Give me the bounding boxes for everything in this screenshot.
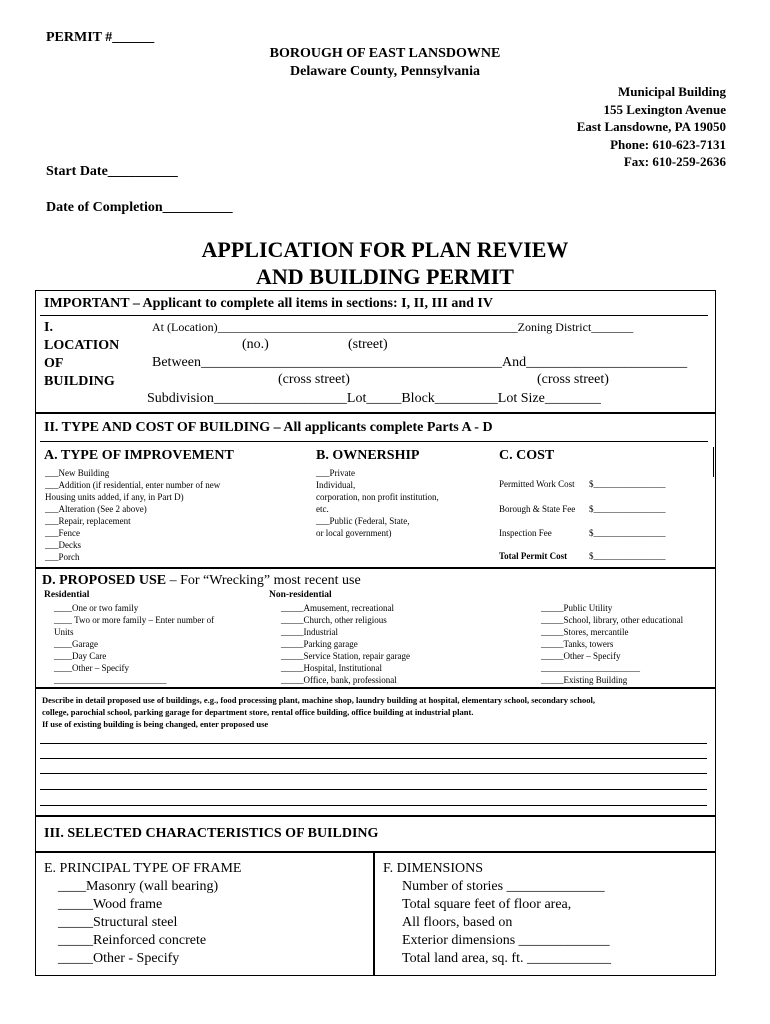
cost-label: Inspection Fee <box>499 528 552 538</box>
list-item[interactable]: _____Service Station, repair garage <box>281 651 410 661</box>
street-caption: (street) <box>348 337 388 352</box>
cost-input[interactable]: $________________ <box>589 504 666 514</box>
list-item[interactable]: ____One or two family <box>54 603 139 613</box>
cross-street-caption: (cross street) <box>537 372 609 387</box>
page-subtitle: AND BUILDING PERMIT <box>256 264 514 289</box>
ownership-list <box>316 467 439 539</box>
list-item[interactable]: _____Stores, mercantile <box>541 627 629 637</box>
start-date-field[interactable]: Start Date__________ <box>46 164 178 179</box>
list-item[interactable]: _____Tanks, towers <box>541 639 614 649</box>
municipal-address <box>500 83 726 171</box>
cost-label: Permitted Work Cost <box>499 479 575 489</box>
list-item[interactable]: ____Garage <box>54 639 98 649</box>
address-line: Municipal Building <box>617 84 726 99</box>
dimensions-list <box>383 860 611 968</box>
answer-line[interactable] <box>40 758 707 759</box>
residential-list <box>54 602 214 686</box>
list-item[interactable]: ___Addition (if residential, enter number of new <box>45 480 221 490</box>
list-item[interactable]: ____Day Care <box>54 651 107 661</box>
list-item: Housing units added, if any, in Part D) <box>45 492 184 502</box>
divider <box>713 447 714 477</box>
subdivision-field[interactable]: Subdivision___________________Lot_____Block_________Lot Size________ <box>147 391 601 406</box>
cross-street-caption: (cross street) <box>278 372 350 387</box>
answer-line[interactable] <box>40 773 707 774</box>
list-item: corporation, non profit institution, <box>316 492 439 502</box>
list-item[interactable]: _________________________ <box>54 675 167 685</box>
address-line: Phone: 610-623-7131 <box>610 136 726 152</box>
divider <box>40 441 708 442</box>
list-item[interactable]: _____Hospital, Institutional <box>281 663 382 673</box>
list-item[interactable]: _____Amusement, recreational <box>281 603 394 613</box>
describe-instructions: Describe in detail proposed use of buildings, e.g., food processing plant, machine shop, laundry building at hospital, elementary school, secondary school, college, parochial school, parking garage for department store, rental office building, office building at industrial plant. If use of existing building is being changed, enter proposed use <box>42 695 595 729</box>
list-item[interactable]: Exterior dimensions _____________ <box>402 933 610 948</box>
important-note: IMPORTANT – Applicant to complete all items in sections: I, II, III and IV <box>44 296 493 311</box>
answer-line[interactable] <box>40 805 707 806</box>
cost-label: Borough & State Fee <box>499 504 576 514</box>
dimensions-heading: F. DIMENSIONS <box>383 861 484 876</box>
borough-name: BOROUGH OF EAST LANSDOWNE <box>269 46 501 61</box>
address-line: East Lansdowne, PA 19050 <box>576 119 726 134</box>
ownership-heading: B. OWNERSHIP <box>316 448 420 463</box>
list-item: Total square feet of floor area, <box>402 897 572 912</box>
between-field[interactable]: Between___________________________________________And_______________________ <box>152 355 688 370</box>
list-item: etc. <box>316 504 329 514</box>
improvement-list <box>45 467 220 563</box>
residential-label: Residential <box>44 590 90 600</box>
list-item[interactable]: ___Fence <box>45 528 80 538</box>
location-field[interactable]: At (Location)__________________________________________________Zoning District_______ <box>152 320 634 334</box>
list-item[interactable]: _____Church, other religious <box>281 615 387 625</box>
answer-line[interactable] <box>40 743 707 744</box>
other-use-list <box>541 602 683 686</box>
list-item[interactable]: _____Structural steel <box>58 915 178 930</box>
frame-type-list <box>44 860 241 968</box>
list-item[interactable]: Total land area, sq. ft. ____________ <box>402 951 611 966</box>
list-item[interactable]: _____Industrial <box>281 627 338 637</box>
list-item[interactable]: _____Other - Specify <box>58 951 180 966</box>
list-item[interactable]: ___Public (Federal, State, <box>316 516 410 526</box>
cost-input[interactable]: $________________ <box>589 479 666 489</box>
list-item[interactable]: Number of stories ______________ <box>402 879 605 894</box>
cost-input[interactable]: $________________ <box>589 551 666 561</box>
list-item[interactable]: ____ Two or more family – Enter number of <box>54 615 215 625</box>
county-name: Delaware County, Pennsylvania <box>290 64 480 79</box>
list-item[interactable]: ____Other – Specify <box>54 663 129 673</box>
type-of-improvement-heading: A. TYPE OF IMPROVEMENT <box>44 448 234 463</box>
cost-label: Total Permit Cost <box>499 551 568 561</box>
page-title: APPLICATION FOR PLAN REVIEW <box>201 237 569 262</box>
list-item[interactable]: _____Reinforced concrete <box>58 933 207 948</box>
nonresidential-list <box>281 602 410 686</box>
address-line: Fax: 610-259-2636 <box>623 154 726 169</box>
nonresidential-label: Non-residential <box>269 590 332 600</box>
section-3-heading: III. SELECTED CHARACTERISTICS OF BUILDING <box>44 826 379 841</box>
cost-input[interactable]: $________________ <box>589 528 666 538</box>
cost-heading: C. COST <box>499 448 555 463</box>
list-item: All floors, based on <box>402 915 513 930</box>
section-1-label: I. LOCATION OF BUILDING <box>44 320 120 389</box>
address-line: 155 Lexington Avenue <box>603 101 726 117</box>
section-2-heading: II. TYPE AND COST OF BUILDING – All applicants complete Parts A - D <box>44 420 493 435</box>
divider <box>40 315 708 316</box>
list-item[interactable]: _____Public Utility <box>541 603 613 613</box>
completion-date-field[interactable]: Date of Completion__________ <box>46 200 233 215</box>
list-item[interactable]: ____Masonry (wall bearing) <box>58 879 219 894</box>
list-item[interactable]: _____Office, bank, professional <box>281 675 397 685</box>
list-item[interactable]: ___Private <box>316 468 355 478</box>
list-item: or local government) <box>316 528 392 538</box>
proposed-use-heading: D. PROPOSED USE – For “Wrecking” most recent use <box>42 573 361 588</box>
frame-type-heading: E. PRINCIPAL TYPE OF FRAME <box>44 861 242 876</box>
permit-number[interactable]: PERMIT #______ <box>46 30 155 45</box>
list-item[interactable]: _____Parking garage <box>281 639 358 649</box>
list-item[interactable]: ___Decks <box>45 540 81 550</box>
list-item[interactable]: _____School, library, other educational <box>541 615 684 625</box>
list-item[interactable]: ___Alteration (See 2 above) <box>45 504 147 514</box>
list-item[interactable]: ___Porch <box>45 552 80 562</box>
no-caption: (no.) <box>242 337 269 352</box>
list-item[interactable]: _____Other – Specify <box>541 651 621 661</box>
list-item[interactable]: _____Existing Building <box>541 675 628 685</box>
list-item: Individual, <box>316 480 356 490</box>
list-item[interactable]: ___Repair, replacement <box>45 516 131 526</box>
list-item[interactable]: _____Wood frame <box>58 897 163 912</box>
list-item: Units <box>54 627 74 637</box>
answer-line[interactable] <box>40 789 707 790</box>
list-item[interactable]: ___New Building <box>45 468 110 478</box>
list-item[interactable]: ______________________ <box>541 663 640 673</box>
